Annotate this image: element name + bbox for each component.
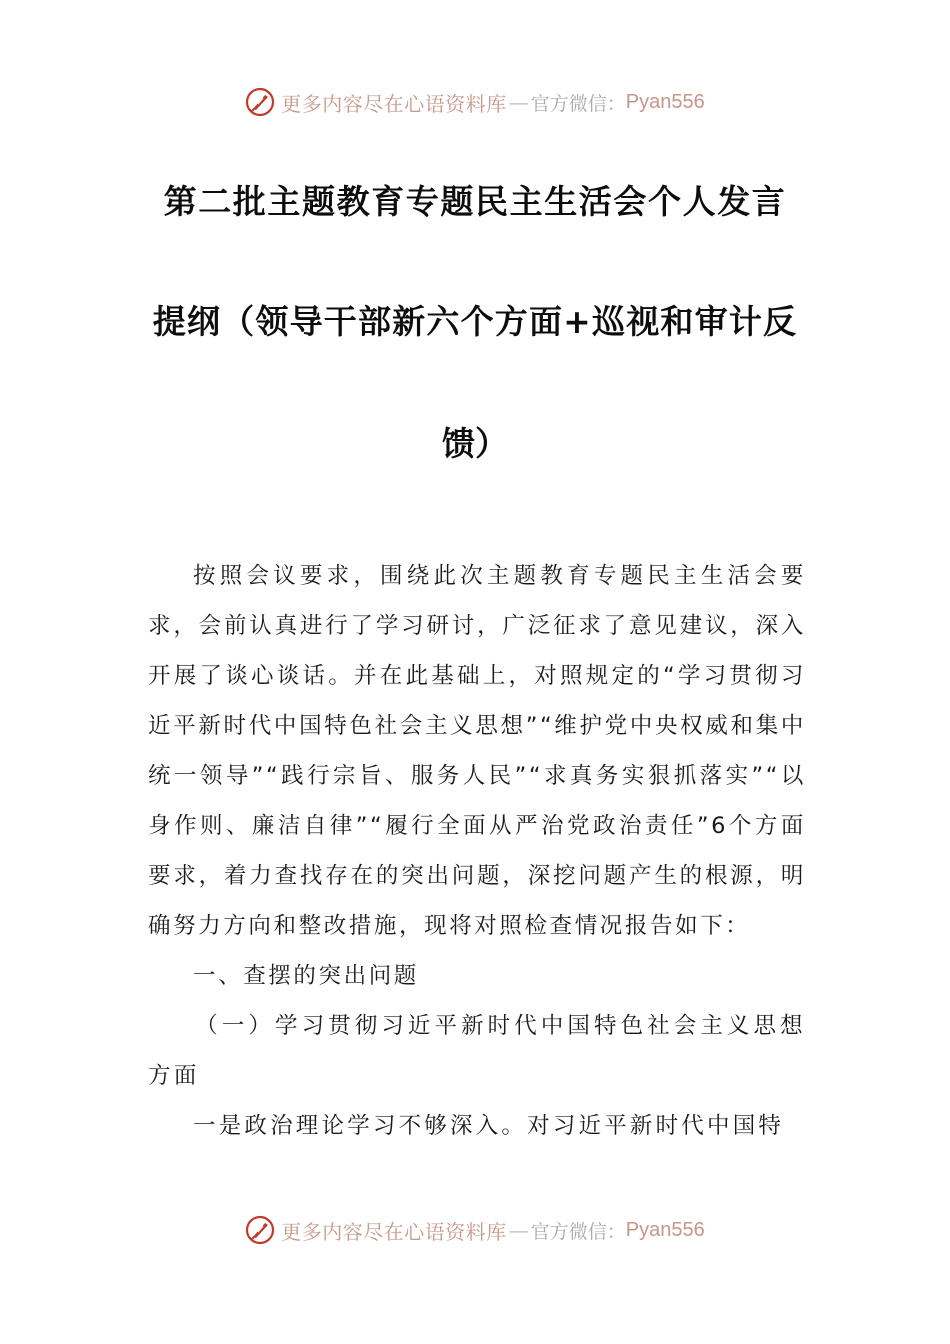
watermark-separator: —	[508, 90, 529, 114]
section-heading-1: 一、查摆的突出问题	[193, 963, 419, 989]
document-title-line-3: 馈）	[442, 424, 508, 463]
watermark-wechat-label: 官方微信：	[530, 92, 626, 115]
watermark-banner-bottom	[0, 1212, 950, 1248]
watermark-separator: —	[508, 1218, 529, 1242]
body-paragraph-1: 一是政治理论学习不够深入。对习近平新时代中国特	[193, 1113, 785, 1139]
watermark-text: 更多内容尽在心语资料库	[281, 91, 507, 116]
watermark-text: 更多内容尽在心语资料库	[281, 1219, 507, 1244]
subsection-heading-1: （一）学习贯彻习近平新时代中国特色社会主义思想方面	[148, 1013, 806, 1089]
watermark-banner-top	[0, 84, 950, 120]
document-title-line-2: 提纲（领导干部新六个方面+巡视和审计反	[152, 302, 798, 341]
document-title-line-1: 第二批主题教育专题民主生活会个人发言	[163, 182, 787, 221]
quill-logo-icon	[245, 87, 275, 117]
quill-logo-icon	[245, 1215, 275, 1245]
watermark-wechat-id: Pyan556	[625, 90, 705, 113]
watermark-wechat-id: Pyan556	[625, 1218, 705, 1241]
document-body	[148, 551, 806, 1151]
watermark-wechat-label: 官方微信：	[530, 1220, 626, 1243]
body-paragraph-intro: 按照会议要求，围绕此次主题教育专题民主生活会要求，会前认真进行了学习研讨，广泛征求了意见建议，深入开展了谈心谈话。并在此基础上，对照规定的“学习贯彻习近平新时代中国特色社会主义思想”“维护党中央权威和集中统一领导”“践行宗旨、服务人民”“求真务实狠抓落实”“以身作则、廉洁自律”“履行全面从严治党政治责任”6个方面要求，着力查找存在的突出问题，深挖问题产生的根源，明确努力方向和整改措施，现将对照检查情况报告如下：	[148, 563, 806, 939]
